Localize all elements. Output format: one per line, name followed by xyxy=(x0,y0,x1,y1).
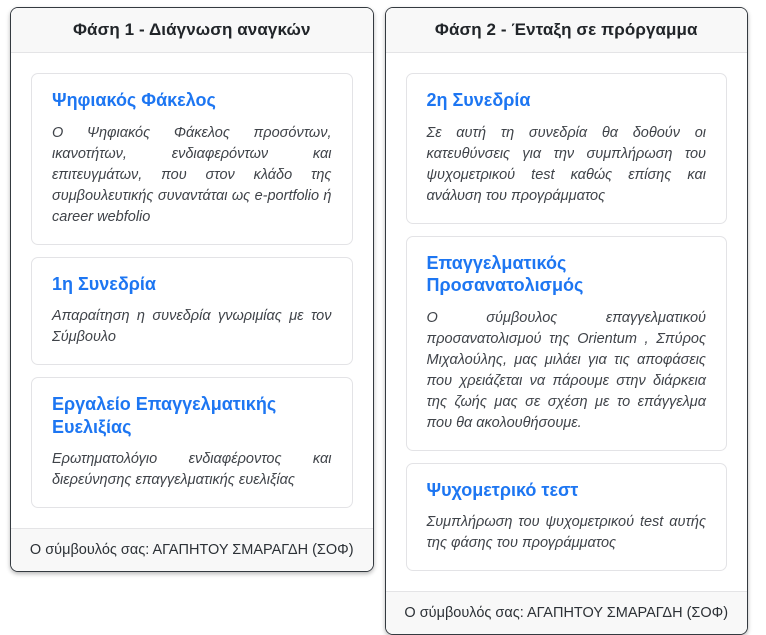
activity-description: Ο Ψηφιακός Φάκελος προσόντων, ικανοτήτων, ενδιαφερόντων και επιτευγμάτων, που στον κλάδο της συμβουλευτικής συναντάται ως e-portfolio ή career webfolio xyxy=(52,124,332,225)
activity-description: Σε αυτή τη συνεδρία θα δοθούν οι κατευθύνσεις για την συμπλήρωση του ψυχομετρικού test καθώς επίσης και ανάλυση του προγράμματος xyxy=(426,124,706,204)
activity-link-psychometric-test[interactable]: Ψυχομετρικό τεστ xyxy=(426,479,579,500)
phase-2-footer xyxy=(386,591,748,634)
activity-heading xyxy=(427,252,707,297)
activity-heading xyxy=(52,273,332,296)
phase-1-panel xyxy=(10,7,374,572)
phase-1-title: Φάση 1 - Διάγνωση αναγκών xyxy=(72,20,311,39)
activity-heading xyxy=(52,393,332,438)
activity-description: Συμπλήρωση του ψυχομετρικού test αυτής της φάσης του προγράμματος xyxy=(426,514,706,551)
phase-2-title: Φάση 2 - Ένταξη σε πρόργαμμα xyxy=(434,20,698,39)
activity-card-flexibility-tool xyxy=(31,377,353,508)
counselor-label: Ο σύμβουλός σας: ΑΓΑΠΗΤΟΥ ΣΜΑΡΑΓΔΗ (ΣΟΦ) xyxy=(29,542,354,558)
activity-card-digital-folder xyxy=(31,73,353,245)
phase-2-body xyxy=(386,53,748,591)
activity-card-psychometric-test xyxy=(406,463,728,572)
activity-link-session-2[interactable]: 2η Συνεδρία xyxy=(426,90,531,110)
activity-description: Απαραίτηση η συνεδρία γνωριμίας με τον Σύμβουλο xyxy=(52,308,332,345)
activity-link-digital-folder[interactable]: Ψηφιακός Φάκελος xyxy=(52,90,216,110)
phase-1-header xyxy=(11,8,373,53)
counselor-label: Ο σύμβουλός σας: ΑΓΑΠΗΤΟΥ ΣΜΑΡΑΓΔΗ (ΣΟΦ) xyxy=(404,605,729,621)
activity-link-flexibility-tool[interactable]: Εργαλείο Επαγγελματικής Ευελιξίας xyxy=(52,394,277,437)
activity-heading xyxy=(52,89,332,112)
activity-description: Ερωτηματολόγιο ενδιαφέροντος και διερεύνησης επαγγελματικής ευελιξίας xyxy=(52,451,332,488)
phase-2-header xyxy=(386,8,748,53)
activity-card-session-2 xyxy=(406,73,728,224)
activity-heading xyxy=(427,89,707,112)
activity-card-career-orientation xyxy=(406,236,728,451)
phase-1-footer xyxy=(11,528,373,571)
activity-link-career-orientation[interactable]: Επαγγελματικός Προσανατολισμός xyxy=(426,252,584,295)
activity-description: Ο σύμβουλος επαγγελματικού προσανατολισμού της Orientum , Σπύρος Μιχαλούλης, μας μιλάει για τις αποφάσεις που χρειάζεται να πάρουμε στην διάρκεια της ζωής μας σε σχέση με το επάγγελμα που θα ακολουθήσουμε. xyxy=(426,309,706,431)
phase-2-panel xyxy=(385,7,749,635)
activity-heading xyxy=(427,479,707,502)
phase-1-body xyxy=(11,53,373,528)
activity-link-session-1[interactable]: 1η Συνεδρία xyxy=(52,273,156,294)
activity-card-session-1 xyxy=(31,257,353,366)
